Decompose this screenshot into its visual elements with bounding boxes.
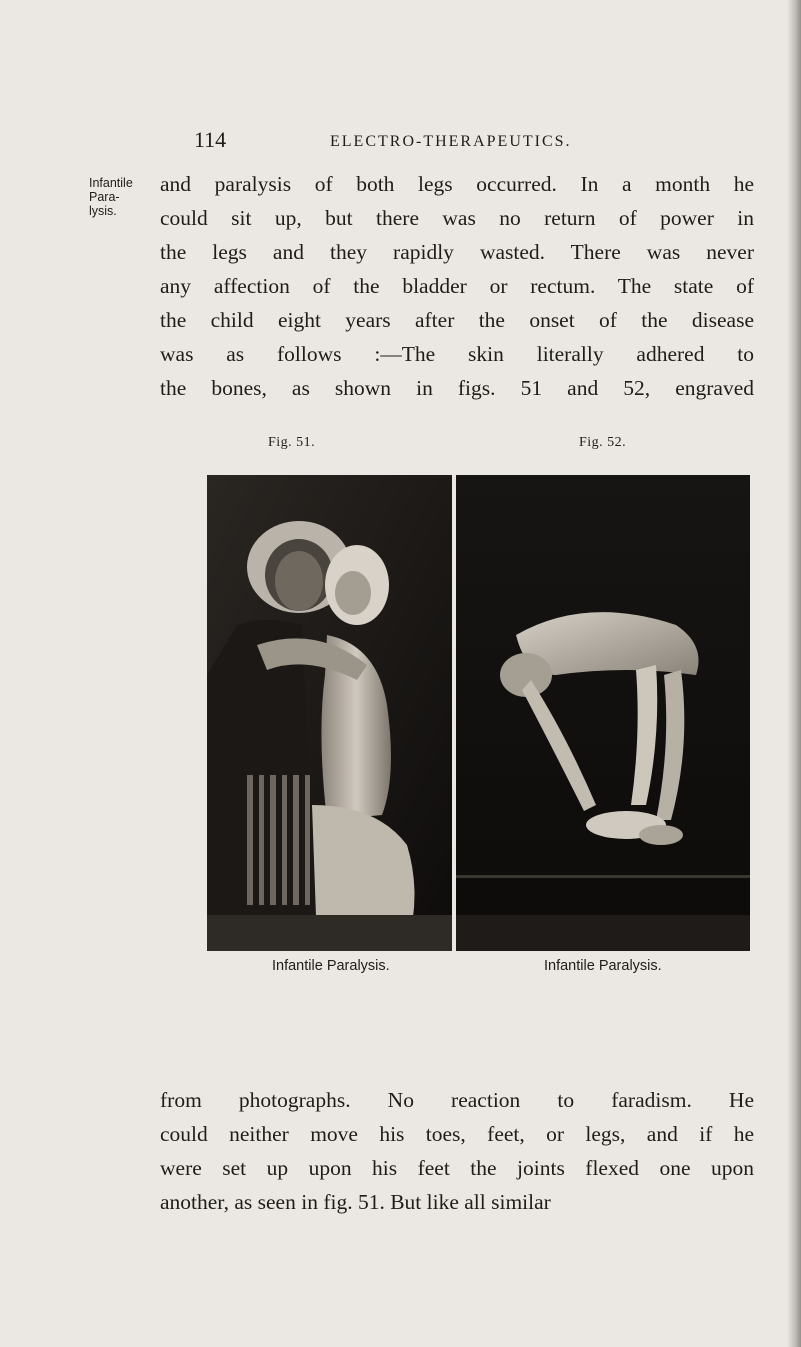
text-line: could neither move his toes, feet, or legs, and if he: [160, 1122, 754, 1146]
figure-51-photograph: [207, 475, 452, 951]
text-line: were set up upon his feet the joints flexed one upon: [160, 1156, 754, 1180]
running-head: [120, 127, 680, 163]
figure-51-label: Fig. 51.: [268, 435, 316, 450]
figure-51-caption: Infantile Paralysis.: [272, 958, 390, 974]
text-line: was as follows :—The skin literally adhered to: [160, 342, 754, 366]
paragraph-top: [160, 167, 754, 405]
margin-note-line-1: Infantile Para-: [89, 176, 133, 204]
text-line: the legs and they rapidly wasted. There was never: [160, 240, 754, 264]
page-number: 114: [194, 127, 227, 152]
text-line: another, as seen in fig. 51. But like all similar: [160, 1190, 551, 1214]
figure-52-caption: Infantile Paralysis.: [544, 958, 662, 974]
photo-child-bent-forward-icon: [456, 475, 750, 951]
page-edge-shadow: [787, 0, 801, 1347]
text-line: the child eight years after the onset of the disease: [160, 308, 754, 332]
text-line: from photographs. No reaction to faradism. He: [160, 1088, 754, 1112]
margin-note-line-2: lysis.: [89, 204, 117, 218]
margin-note: [89, 176, 155, 218]
text-line: any affection of the bladder or rectum. The state of: [160, 274, 754, 298]
text-line: could sit up, but there was no return of power in: [160, 206, 754, 230]
photo-seated-child-held-by-woman-icon: [207, 475, 452, 951]
running-title: ELECTRO-THERAPEUTICS.: [330, 133, 572, 150]
paragraph-bottom: [160, 1083, 754, 1219]
figure-52-photograph: [456, 475, 750, 951]
text-line: and paralysis of both legs occurred. In a month he: [160, 172, 754, 196]
text-line: the bones, as shown in figs. 51 and 52, engraved: [160, 376, 754, 400]
figure-52-label: Fig. 52.: [579, 435, 627, 450]
